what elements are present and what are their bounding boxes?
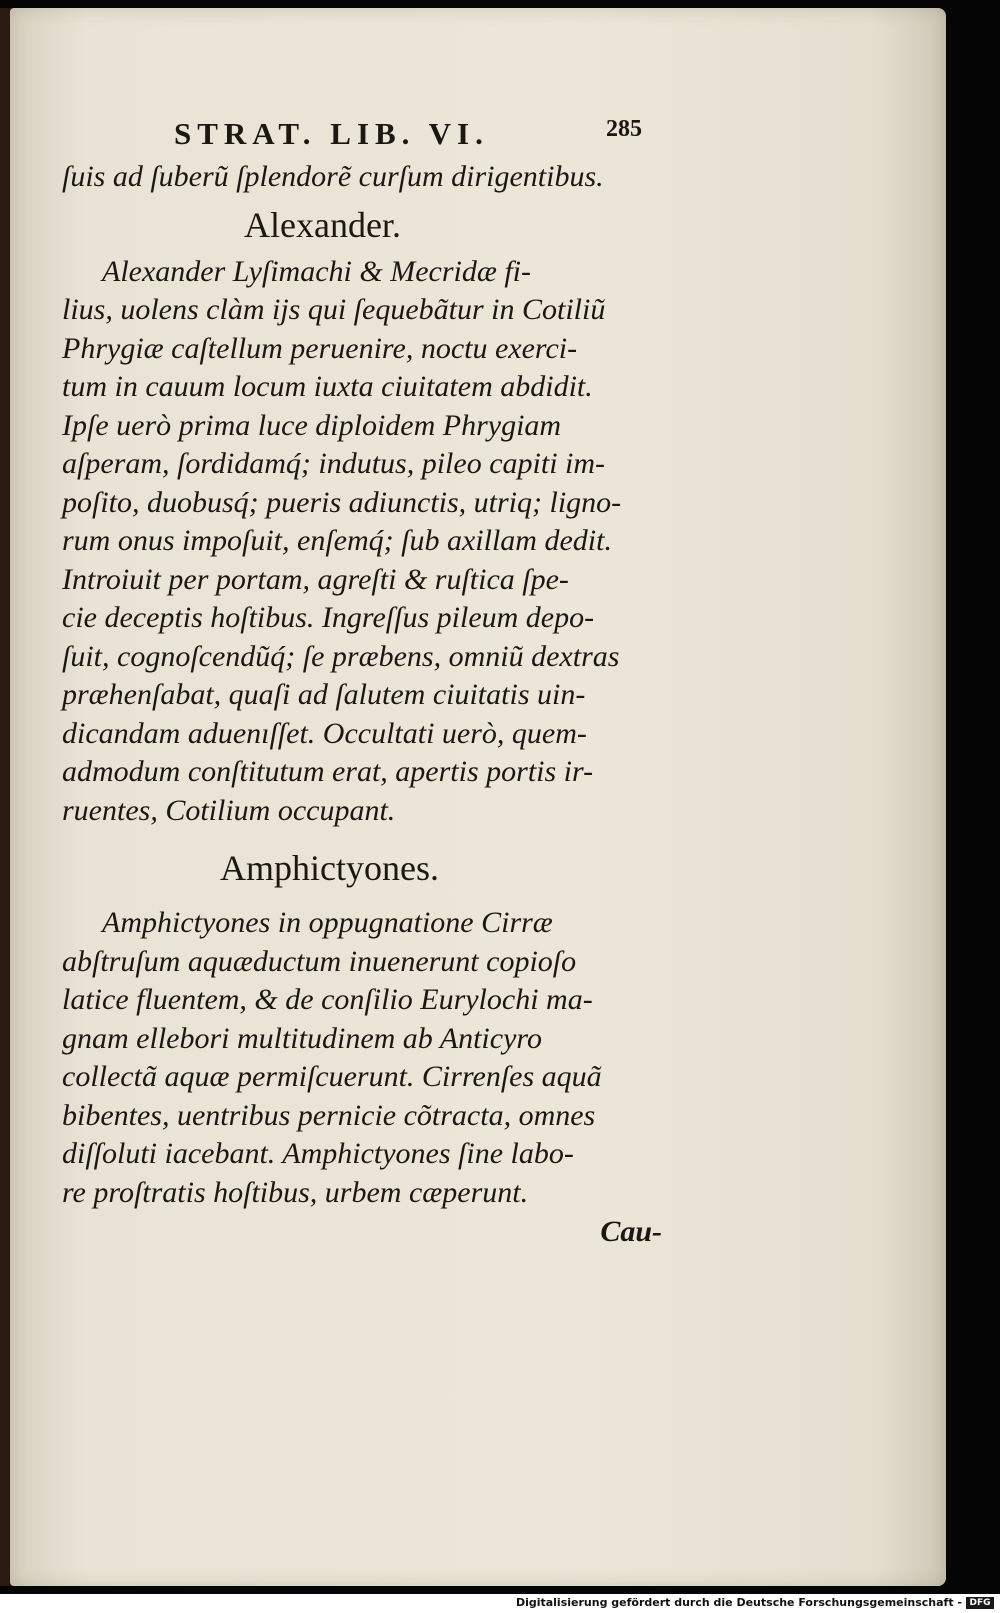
text-line: Phrygiæ caſtellum peruenire, noctu exerci- — [62, 331, 578, 365]
text-line: diſſoluti iacebant. Amphictyones ſine labo- — [62, 1137, 574, 1170]
text-line: Amphictyones in oppugnatione Cirræ — [102, 906, 553, 939]
section-alexander — [62, 253, 662, 831]
page-text-block — [62, 116, 662, 1252]
book-page — [10, 8, 946, 1586]
section-amphictyones — [62, 904, 662, 1212]
text-line: dicandam aduenıſſet. Occultati uerò, quem- — [62, 716, 587, 750]
text-line: latice fluentem, & de conſilio Eurylochi ma- — [62, 983, 593, 1016]
dfg-logo: DFG — [966, 1597, 994, 1609]
text-line: aſperam, ſordidamq́; indutus, pileo capiti im- — [62, 447, 606, 480]
text-line: bibentes, uentribus pernicie cõtracta, omnes — [62, 1098, 596, 1132]
text-line: ruentes, Cotilium occupant. — [62, 793, 396, 827]
running-head-title: STRAT. LIB. VI. — [174, 116, 489, 151]
text-line: Introiuit per portam, agreſti & ruſtica ſpe- — [62, 562, 569, 596]
running-head — [62, 116, 662, 158]
text-line: ſuis ad ſuberũ ſplendorẽ curſum dirigentibus. — [62, 160, 604, 193]
text-line: præhenſabat, quaſi ad ſalutem ciuitatis uin- — [62, 678, 586, 711]
text-line: cie deceptis hoſtibus. Ingreſſus pileum depo- — [62, 601, 595, 634]
section-heading-alexander: Alexander. — [244, 204, 401, 245]
text-line: tum in cauum locum iuxta ciuitatem abdidit. — [62, 370, 593, 403]
section-heading-amphictyones: Amphictyones. — [220, 848, 439, 888]
digitization-footer — [0, 1594, 1000, 1613]
text-line: Ipſe uerò prima luce diploidem Phrygiam — [62, 408, 562, 442]
catchword: Cau- — [600, 1215, 662, 1248]
text-line: poſito, duobusq́; pueris adiunctis, utriq; ligno- — [62, 485, 622, 519]
text-line: gnam ellebori multitudinem ab Anticyro — [62, 1021, 542, 1055]
text-line: admodum conſtitutum erat, apertis portis ir- — [62, 755, 594, 788]
text-line: Alexander Lyſimachi & Mecridæ fi- — [102, 254, 532, 288]
text-line: rum onus impoſuit, enſemq́; ſub axillam dedit. — [62, 524, 612, 557]
text-line: re proſtratis hoſtibus, urbem cæperunt. — [62, 1175, 529, 1209]
funding-credit: Digitalisierung gefördert durch die Deutsche Forschungsgemeinschaft - — [515, 1596, 962, 1609]
text-line: collectã aquæ permiſcuerunt. Cirrenſes aquã — [62, 1060, 602, 1093]
text-line: lius, uolens clàm ijs qui ſequebãtur in Cotiliũ — [62, 293, 606, 326]
text-line: ſuit, cognoſcendũq́; ſe præbens, omniũ dextras — [62, 639, 620, 673]
text-line: abſtruſum aquæductum inuenerunt copioſo — [62, 944, 577, 978]
page-number: 285 — [606, 116, 642, 142]
